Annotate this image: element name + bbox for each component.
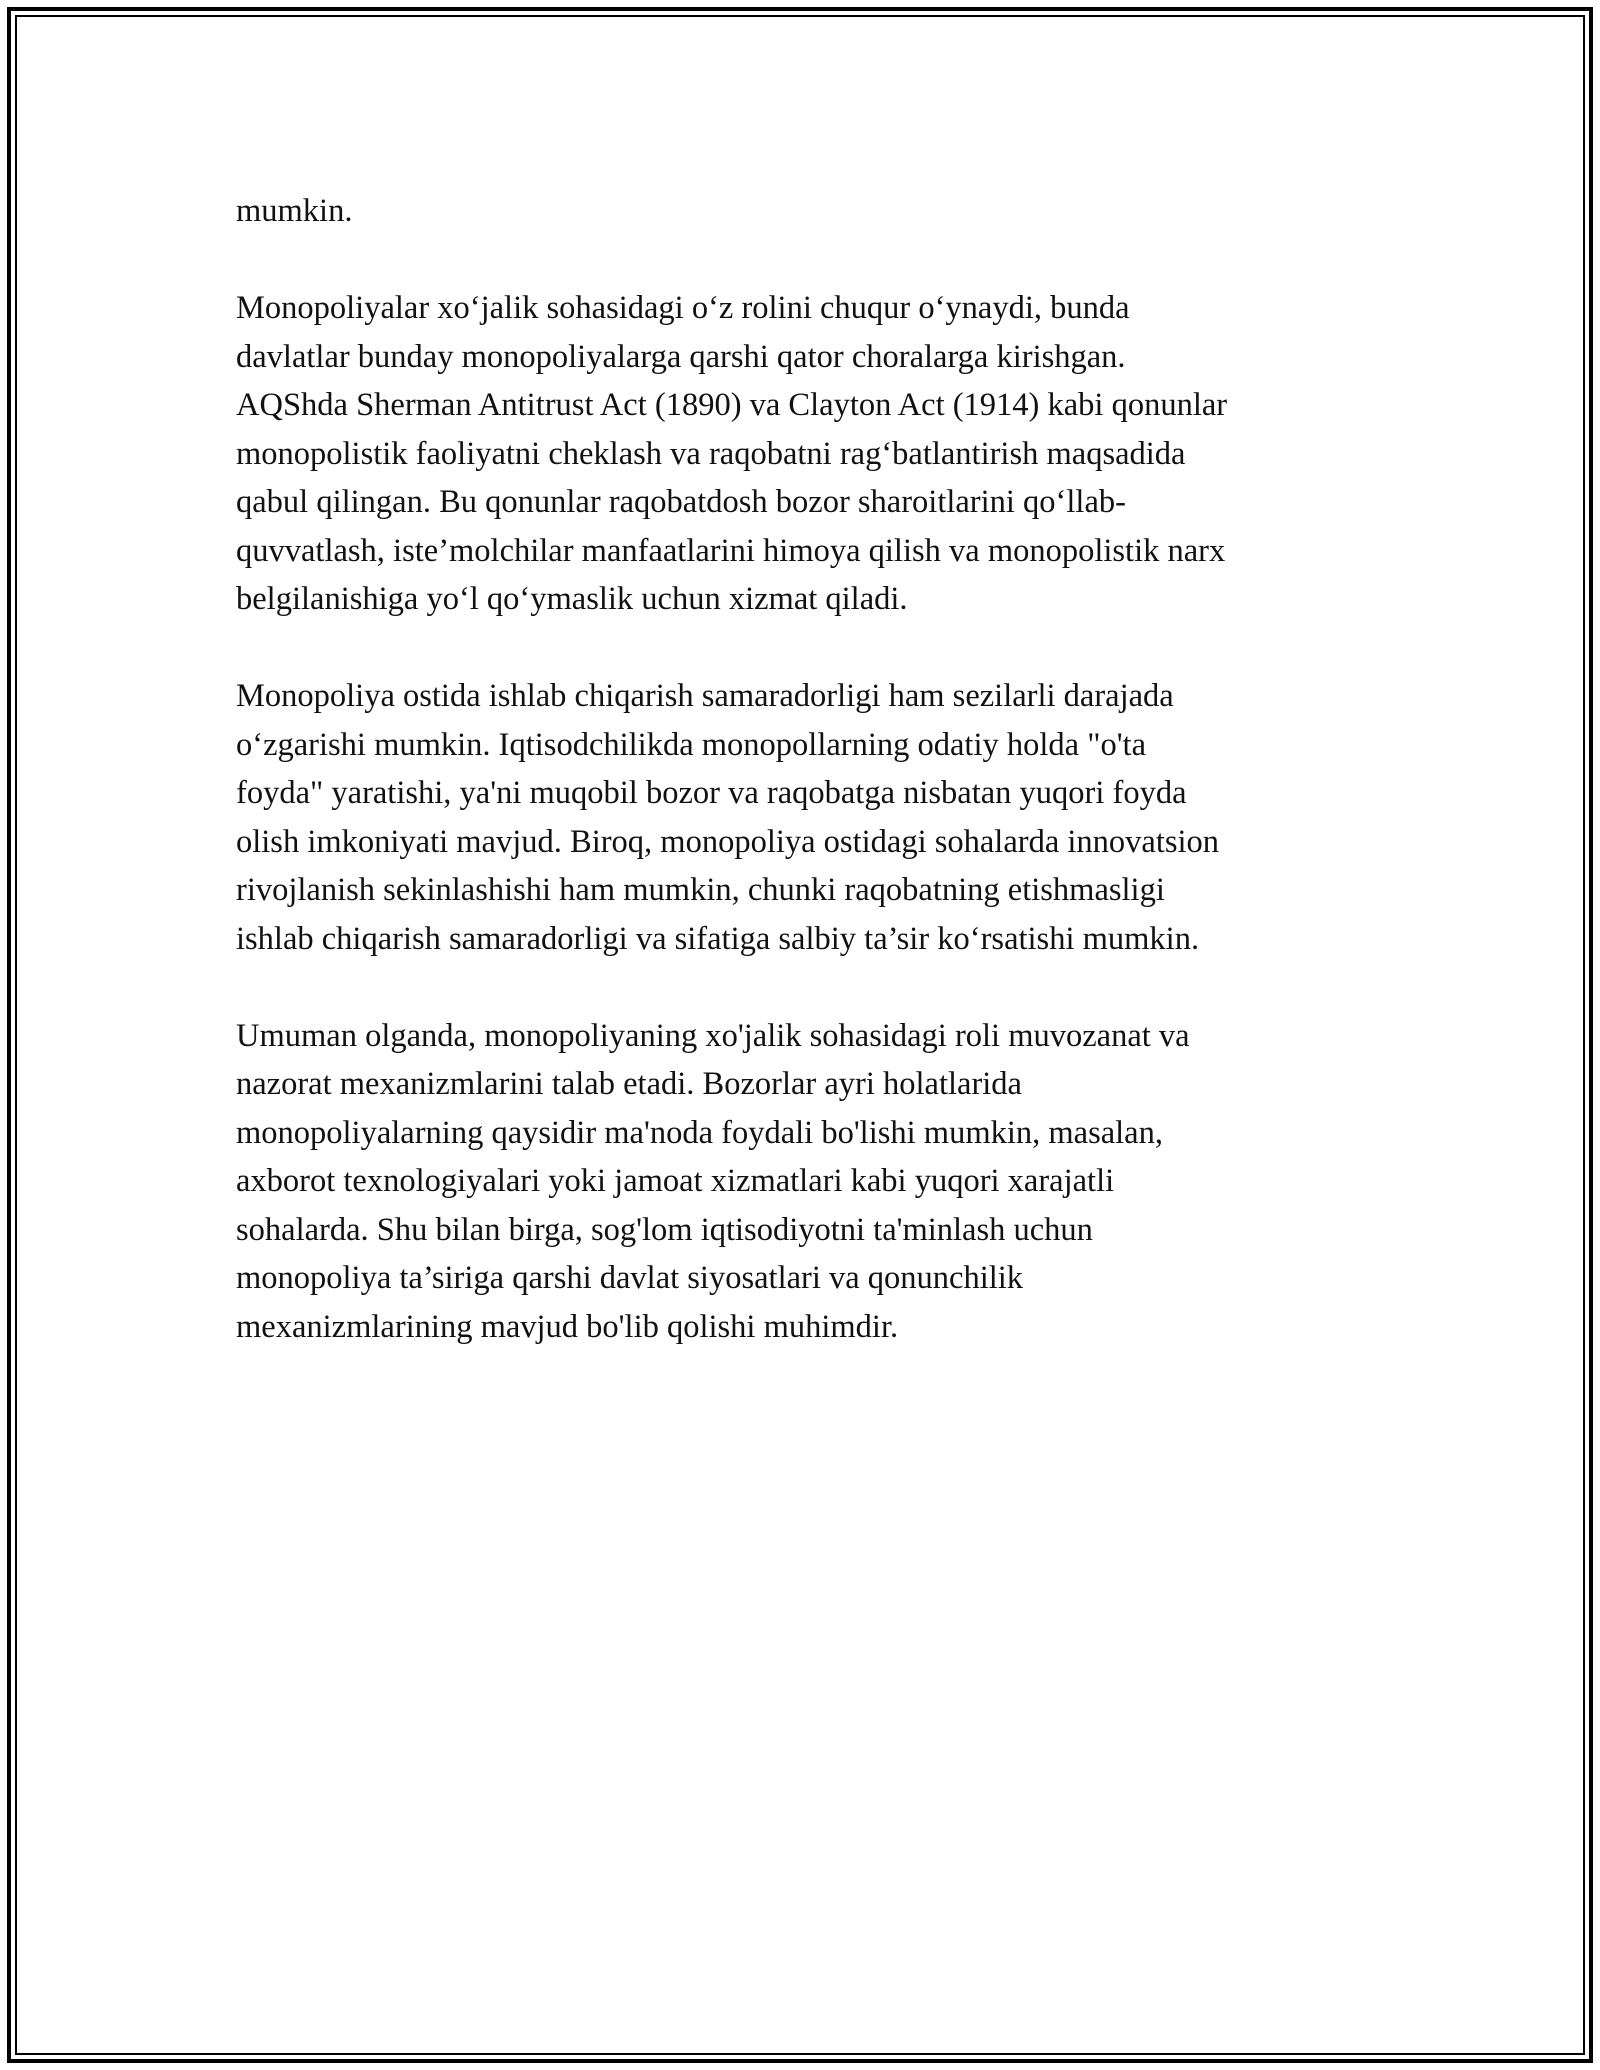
text-line: sohalarda. Shu bilan birga, sog'lom iqtisodiyotni ta'minlash uchun [236,1211,1093,1248]
text-line: foyda" yaratishi, ya'ni muqobil bozor va raqobatga nisbatan yuqori foyda [236,775,1187,811]
text-line: rivojlanish sekinlashishi ham mumkin, chunki raqobatning etishmasligi [236,872,1165,908]
paragraph-4 [236,1012,1376,1352]
document-body [236,187,1376,1400]
text-line: AQShda Sherman Antitrust Act (1890) va Clayton Act (1914) kabi qonunlar [236,387,1228,423]
text-line: davlatlar bunday monopoliyalarga qarshi qator choralarga kirishgan. [236,338,1126,375]
paragraph-1 [236,187,1376,236]
text-line: ishlab chiqarish samaradorligi va sifatiga salbiy ta’sir ko‘rsatishi mumkin. [236,920,1200,957]
text-line: mumkin. [236,193,353,229]
paragraph-3 [236,672,1376,963]
text-line: monopolistik faoliyatni cheklash va raqobatni rag‘batlantirish maqsadida [236,435,1186,472]
paragraph-2 [236,284,1376,624]
text-line: qabul qilingan. Bu qonunlar raqobatdosh bozor sharoitlarini qo‘llab- [236,484,1126,520]
text-line: o‘zgarishi mumkin. Iqtisodchilikda monopollarning odatiy holda "o'ta [236,726,1147,763]
text-line: axborot texnologiyalari yoki jamoat xizmatlari kabi yuqori xarajatli [236,1163,1115,1199]
text-line: nazorat mexanizmlarini talab etadi. Bozorlar ayri holatlarida [236,1066,1022,1102]
text-line: Umuman olganda, monopoliyaning xo'jalik sohasidagi roli muvozanat va [236,1017,1190,1054]
text-line: mexanizmlarining mavjud bo'lib qolishi muhimdir. [236,1308,899,1345]
text-line: Monopoliyalar xo‘jalik sohasidagi o‘z rolini chuqur o‘ynaydi, bunda [236,290,1130,326]
text-line: belgilanishiga yo‘l qo‘ymaslik uchun xizmat qiladi. [236,581,908,617]
text-line: quvvatlash, iste’molchilar manfaatlarini himoya qilish va monopolistik narx [236,532,1226,569]
text-line: olish imkoniyati mavjud. Biroq, monopoliya ostidagi sohalarda innovatsion [236,823,1220,860]
text-line: monopoliyalarning qaysidir ma'noda foydali bo'lishi mumkin, masalan, [236,1114,1163,1151]
text-line: monopoliya ta’siriga qarshi davlat siyosatlari va qonunchilik [236,1260,1024,1296]
text-line: Monopoliya ostida ishlab chiqarish samaradorligi ham sezilarli darajada [236,678,1174,714]
